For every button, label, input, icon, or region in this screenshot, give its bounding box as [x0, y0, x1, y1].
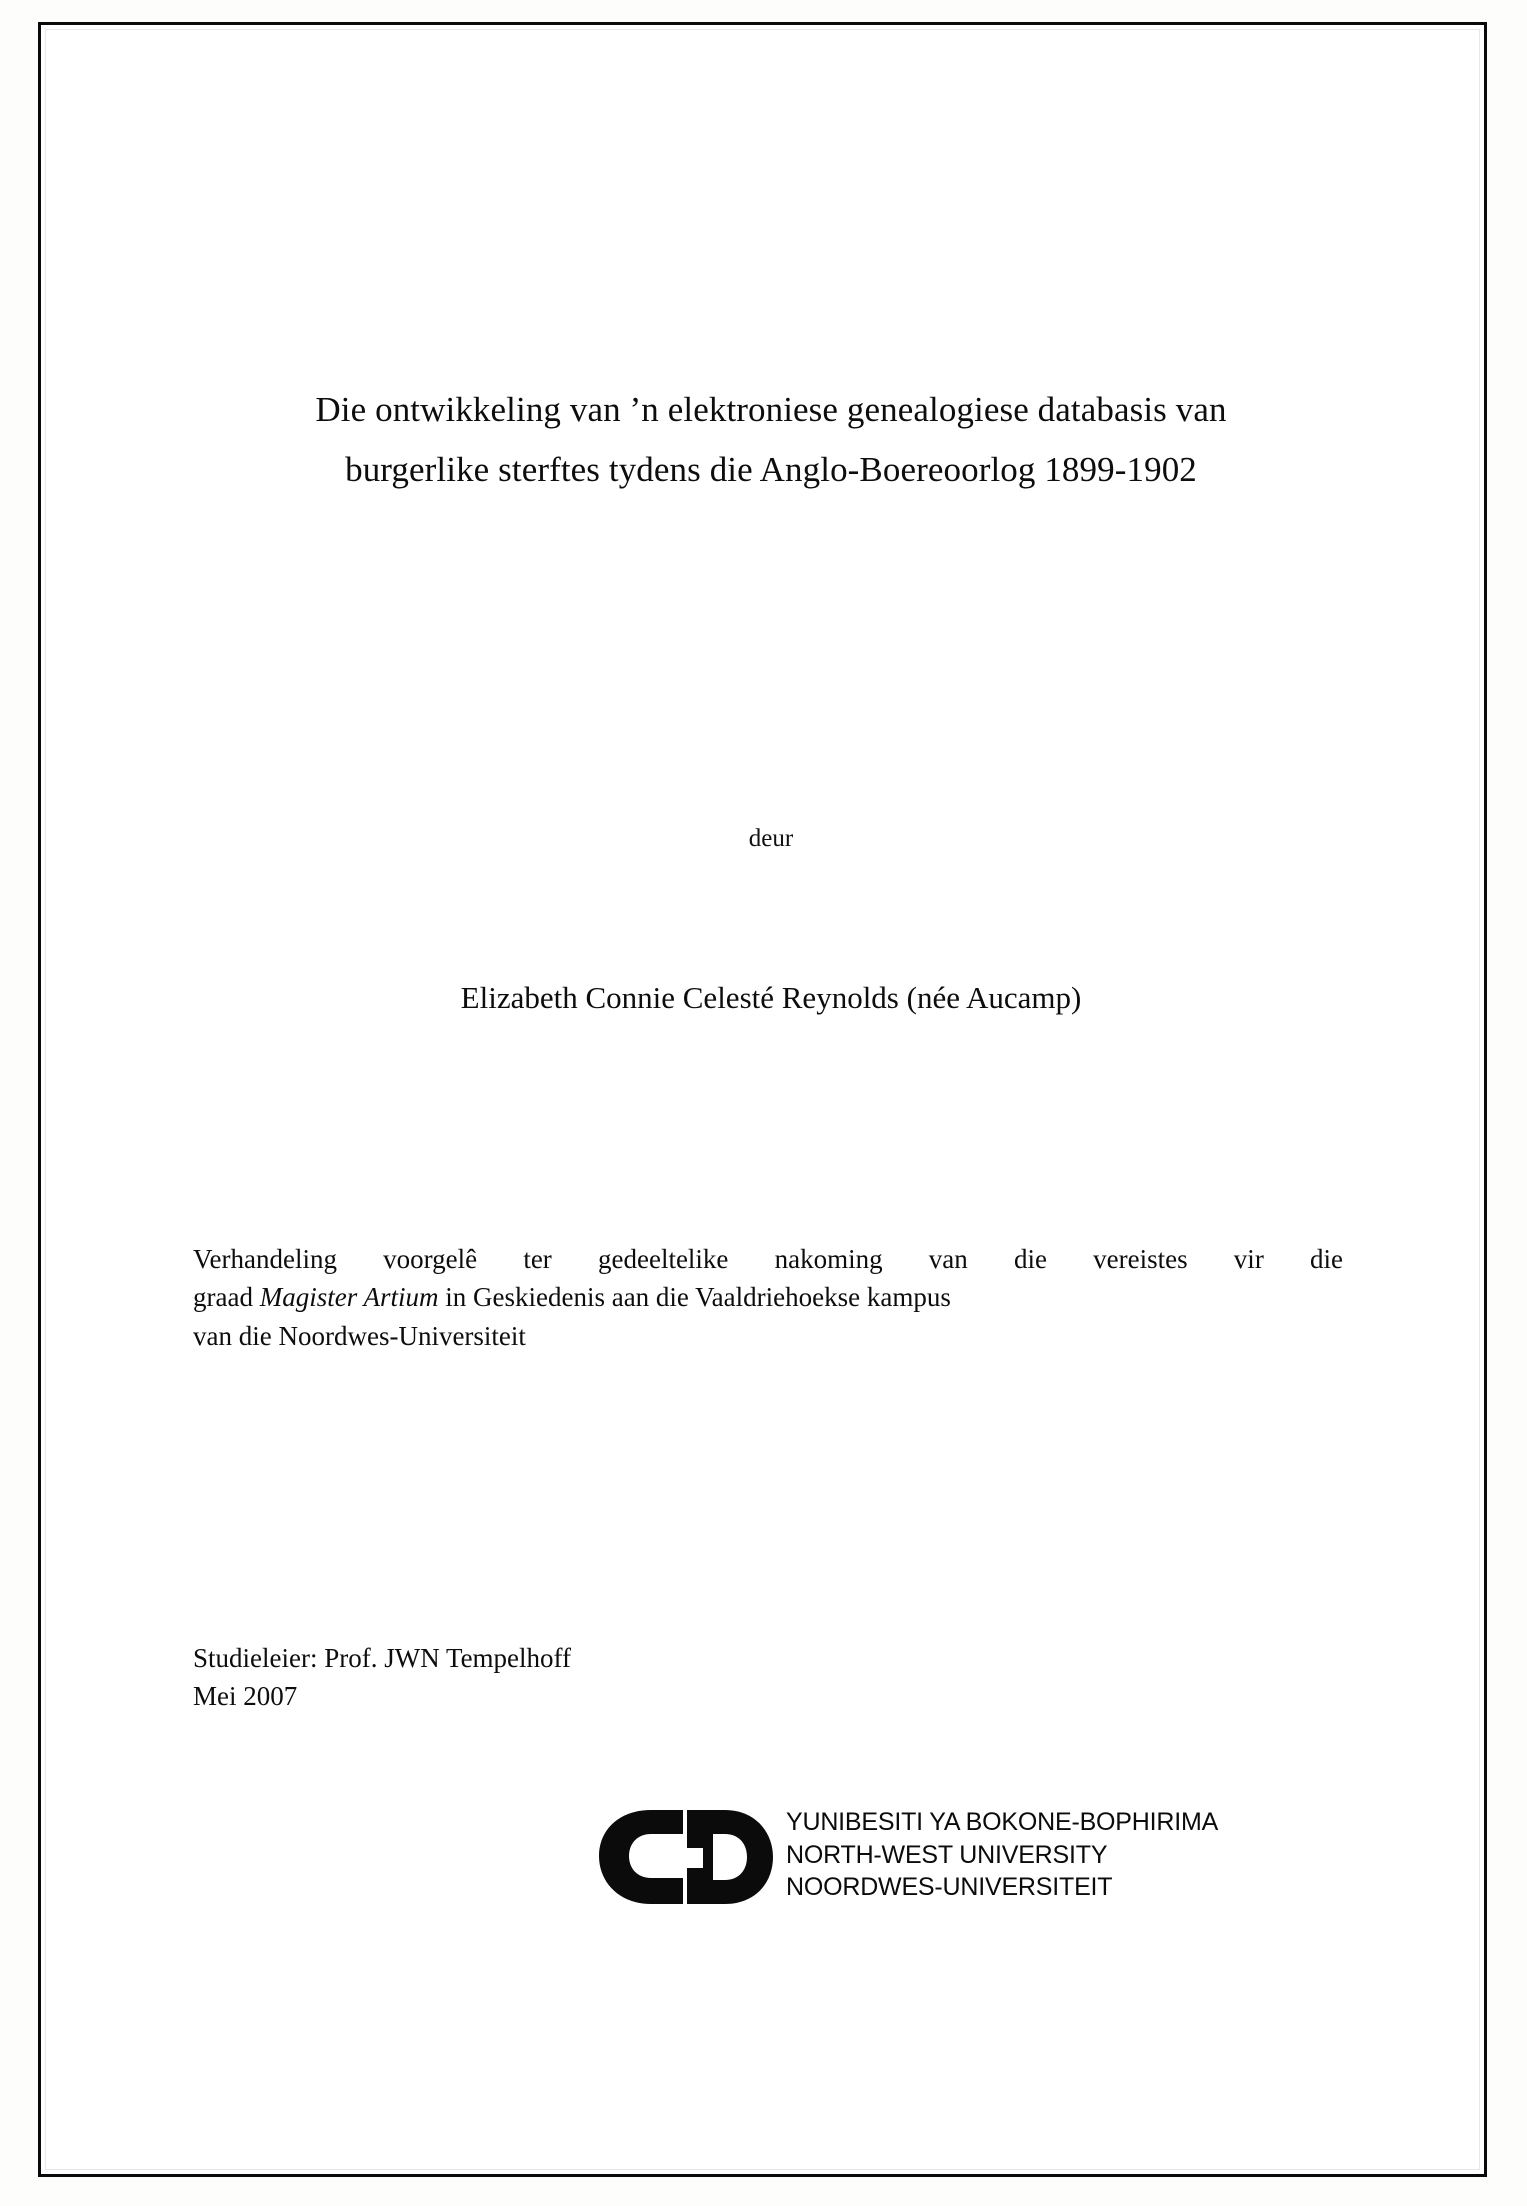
degree-statement-line-2: [193, 1278, 1343, 1316]
page-border-frame: [38, 22, 1487, 2177]
logo-text-line-3: NOORDWES-UNIVERSITEIT: [786, 1873, 1113, 1901]
title-line-1: Die ontwikkeling van ’n elektroniese genealogiese databasis van: [315, 390, 1227, 429]
degree-statement-line-2-post: in Geskiedenis aan die Vaaldriehoekse kampus: [438, 1282, 951, 1313]
degree-statement-line-2-pre: graad: [193, 1282, 260, 1313]
university-logo-block: [591, 1800, 1291, 1920]
supervisor-name: Studieleier: Prof. JWN Tempelhoff: [193, 1643, 572, 1673]
university-logo-text: [786, 1806, 1218, 1904]
title-page-content: [191, 25, 1351, 2174]
by-label: deur: [748, 825, 794, 852]
north-west-university-logo-icon: [591, 1804, 786, 1912]
title-line-2: burgerlike sterftes tydens die Anglo-Boereoorlog 1899-1902: [345, 450, 1197, 490]
page-title: [191, 380, 1351, 500]
logo-text-line-2: NORTH-WEST UNIVERSITY: [786, 1840, 1108, 1869]
degree-statement-line-1: Verhandeling voorgelê ter gedeeltelike nakoming van die vereistes vir die: [193, 1244, 1343, 1274]
submission-date: Mei 2007: [193, 1681, 298, 1712]
supervisor-block: [193, 1639, 1193, 1716]
degree-statement-line-3: van die Noordwes-Universiteit: [193, 1320, 526, 1351]
logo-text-line-1: YUNIBESITI YA BOKONE-BOPHIRIMA: [786, 1808, 1219, 1836]
degree-name: Magister Artium: [259, 1282, 439, 1313]
author-name: Elizabeth Connie Celesté Reynolds (née Aucamp): [460, 980, 1082, 1015]
degree-statement: [193, 1240, 1343, 1355]
